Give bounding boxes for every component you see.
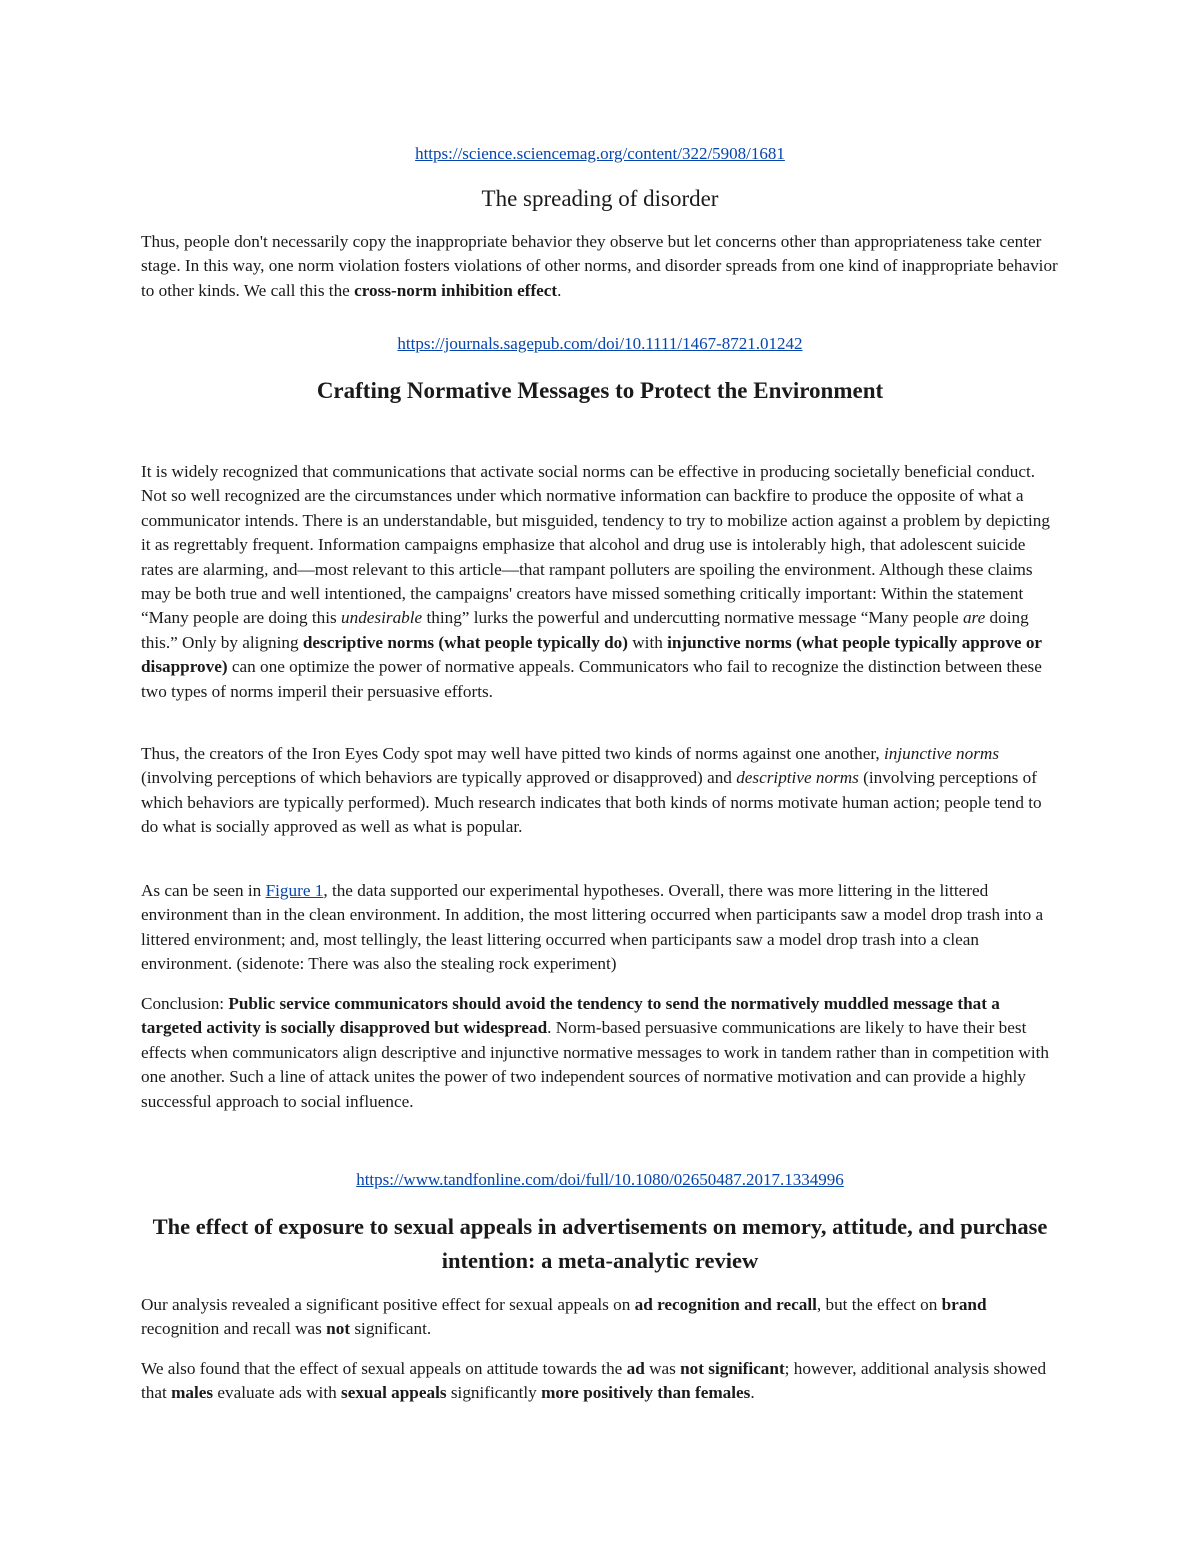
italic-text: are xyxy=(962,608,986,628)
bold-text: sexual appeals xyxy=(341,1383,447,1403)
text: Thus, people don't necessarily copy the inappropriate behavior they observe but let concerns other than appropriateness take center stage. In this way, one norm violation fosters violations of other norms, and disorder spreads from one kind of inappropriate behavior to other kinds. We call this the xyxy=(141,232,1058,300)
italic-text: undesirable xyxy=(341,608,423,628)
text: It is widely recognized that communications that activate social norms can be effective in producing societally beneficial conduct. Not so well recognized are the circumstances under which normative information can backfire to produce the opposite of what a communicator intends. There is an understandable, but misguided, tendency to try to mobilize action against a problem by depicting it as regrettably frequent. Information campaigns emphasize that alcohol and drug use is intolerably high, that adolescent suicide rates are alarming, and—most relevant to this article—that rampant polluters are spoiling the environment. Although these claims may be both true and well intentioned, the campaigns' creators have missed something critically important: Within the statement “Many people are doing this xyxy=(141,462,1050,628)
text: doing this.” Only by aligning xyxy=(141,608,1029,652)
text: Thus, the creators of the Iron Eyes Cody spot may well have pitted two kinds of norms against one another, xyxy=(141,744,884,763)
paragraph-conclusion xyxy=(141,992,1059,1114)
bold-text: descriptive norms (what people typically do) xyxy=(302,632,628,652)
bold-text: not xyxy=(326,1319,351,1339)
italic-text: injunctive norms xyxy=(883,744,1000,763)
text: (involving perceptions of which behaviors are typically approved or disapproved) and xyxy=(141,768,737,788)
paragraph-ad-recognition xyxy=(141,1293,1059,1342)
source-link-tandfonline[interactable]: https://www.tandfonline.com/doi/full/10.1080/02650487.2017.1334996 xyxy=(356,1170,844,1189)
text: can one optimize the power of normative appeals. Communicators who fail to recognize the distinction between these two types of norms imperil their persuasive efforts. xyxy=(141,657,1042,701)
text: (involving perceptions of which behaviors are typically performed). Much research indicates that both kinds of norms motivate human action; people tend to do what is socially approved as well as what is popular. xyxy=(141,768,1042,837)
text: . Norm-based persuasive communications are likely to have their best effects when communicators align descriptive and injunctive normative messages to work in tandem rather than in competition with one another. Such a line of attack unites the power of two independent sources of normative motivation and can provide a highly successful approach to social influence. xyxy=(141,1018,1049,1111)
text: As can be seen in xyxy=(141,881,266,900)
text: , the data supported our experimental hypotheses. Overall, there was more littering in the littered environment than in the clean environment. In addition, the most littering occurred when participants saw a model drop trash into a littered environment; and, most tellingly, the least littering occurred when participants saw a model drop trash into a clean environment. (sidenote: There was also the stealing rock experiment) xyxy=(141,881,1044,974)
bold-text: males xyxy=(171,1383,214,1403)
source-link-sagepub[interactable]: https://journals.sagepub.com/doi/10.1111/1467-8721.01242 xyxy=(397,334,803,353)
source-link-sciencemag[interactable]: https://science.sciencemag.org/content/322/5908/1681 xyxy=(415,144,785,163)
paragraph-iron-eyes-cody xyxy=(141,742,1059,840)
bold-text: not significant xyxy=(680,1359,785,1378)
text: significant. xyxy=(350,1319,432,1339)
bold-text: brand xyxy=(941,1295,987,1314)
text: with xyxy=(627,632,668,652)
text: recognition and recall was xyxy=(141,1319,327,1339)
section-title-normative-messages: Crafting Normative Messages to Protect the Environment xyxy=(316,378,884,403)
text: thing” lurks the powerful and undercutting normative message “Many people xyxy=(422,608,963,628)
text: Conclusion: xyxy=(141,994,229,1013)
italic-text: descriptive norms xyxy=(736,768,859,788)
bold-text: ad xyxy=(626,1359,645,1378)
bold-text: cross-norm inhibition effect xyxy=(354,280,558,300)
section-title-sexual-appeals: The effect of exposure to sexual appeals in advertisements on memory, attitude, and purchase intention: a meta-analytic review xyxy=(152,1214,1048,1273)
text: ; however, additional analysis showed that xyxy=(141,1359,1047,1403)
text: . xyxy=(750,1383,755,1403)
text: was xyxy=(644,1359,681,1378)
section-title-spreading-disorder: The spreading of disorder xyxy=(481,186,719,211)
bold-text: more positively than females xyxy=(541,1383,751,1403)
paragraph-littering-results xyxy=(141,879,1059,977)
paragraph-cross-norm xyxy=(141,230,1059,303)
text: . xyxy=(557,280,562,300)
bold-text: injunctive norms (what people typically approve or disapprove) xyxy=(141,632,1042,677)
text: evaluate ads with xyxy=(213,1383,342,1403)
figure-1-link[interactable]: Figure 1 xyxy=(265,881,324,900)
text: Our analysis revealed a significant positive effect for sexual appeals on xyxy=(141,1295,635,1314)
bold-text: ad recognition and recall xyxy=(634,1295,817,1314)
paragraph-attitude-effects xyxy=(141,1357,1059,1406)
text: , but the effect on xyxy=(816,1295,942,1314)
text: We also found that the effect of sexual appeals on attitude towards the xyxy=(141,1359,627,1378)
text: significantly xyxy=(446,1383,542,1403)
paragraph-normative-backfire xyxy=(141,460,1059,704)
bold-text: Public service communicators should avoid the tendency to send the normatively muddled message that a targeted activity is socially disapproved but widespread xyxy=(141,994,1000,1038)
